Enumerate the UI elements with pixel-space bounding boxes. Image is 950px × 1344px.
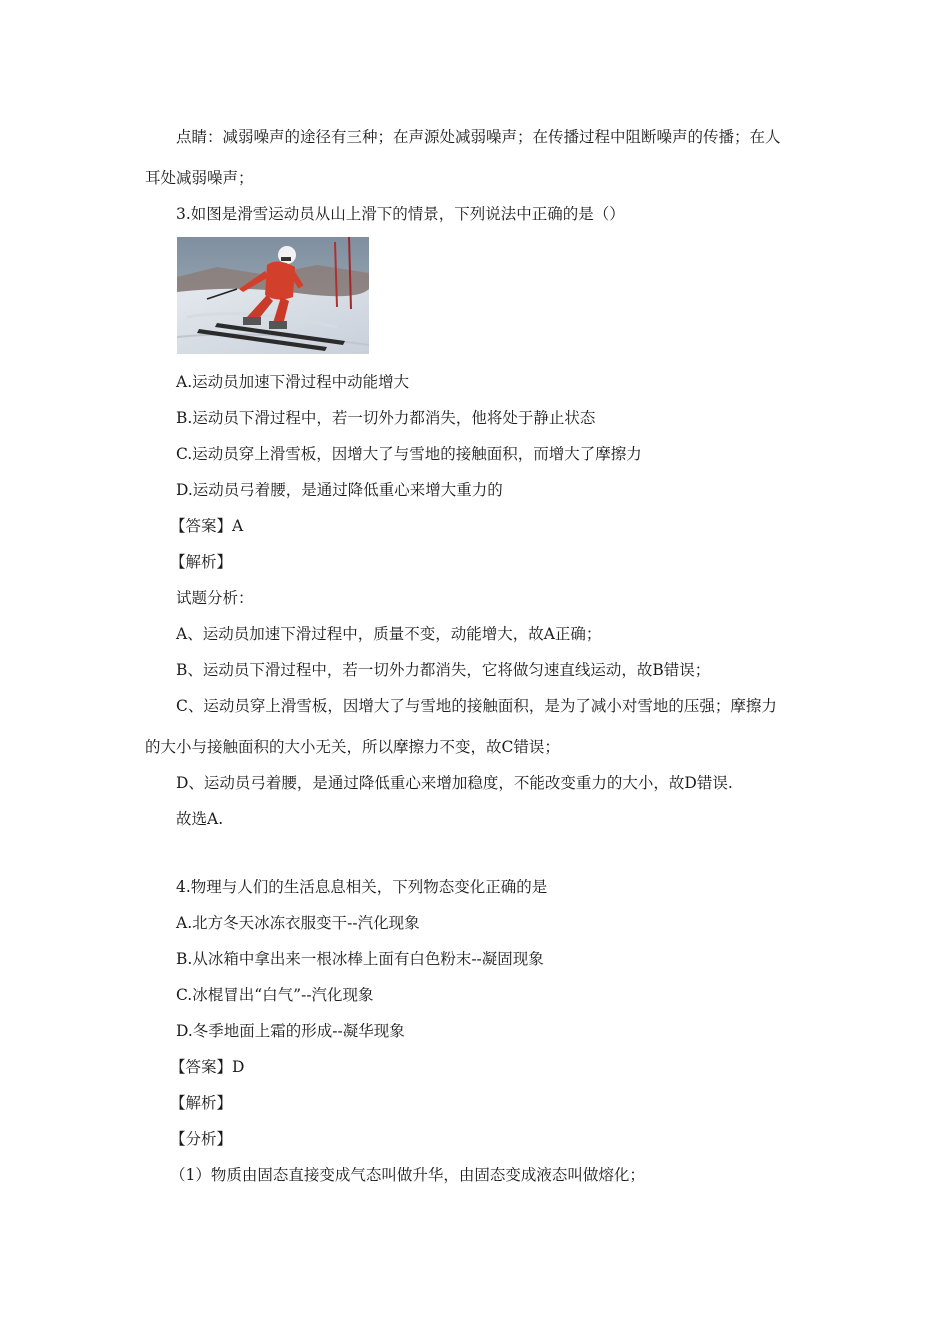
q4-option-c: C.冰棍冒出“白气”--汽化现象 — [176, 986, 374, 1004]
q2-tip-line-2: 耳处减弱噪声； — [145, 169, 254, 187]
q4-stem: 4.物理与人们的生活息息相关，下列物态变化正确的是 — [176, 878, 548, 896]
q4-fenxi-line-1: （1）物质由固态直接变成气态叫做升华，由固态变成液态叫做熔化； — [170, 1166, 645, 1184]
q4-fenxi-label: 【分析】 — [170, 1130, 233, 1148]
q4-option-a: A.北方冬天冰冻衣服变干--汽化现象 — [176, 914, 420, 932]
q4-answer: 【答案】D — [170, 1058, 245, 1076]
q4-analysis-label: 【解析】 — [170, 1094, 233, 1112]
q3-analysis-c-line1: C、运动员穿上滑雪板，因增大了与雪地的接触面积，是为了减小对雪地的压强；摩擦力 — [176, 697, 777, 715]
q3-analysis-c-line2: 的大小与接触面积的大小无关，所以摩擦力不变，故C错误； — [145, 738, 560, 756]
q4-option-b: B.从冰箱中拿出来一根冰棒上面有白色粉末--凝固现象 — [176, 950, 544, 968]
q3-option-c: C.运动员穿上滑雪板，因增大了与雪地的接触面积，而增大了摩擦力 — [176, 445, 642, 463]
skier-photo — [177, 237, 369, 354]
q3-stem: 3.如图是滑雪运动员从山上滑下的情景，下列说法中正确的是（） — [176, 205, 625, 223]
q3-analysis-b: B、运动员下滑过程中，若一切外力都消失，它将做匀速直线运动，故B错误； — [176, 661, 711, 679]
q3-conclusion: 故选A. — [176, 810, 224, 828]
q3-answer: 【答案】A — [170, 517, 244, 535]
q3-analysis-a: A、运动员加速下滑过程中，质量不变，动能增大，故A正确； — [176, 625, 602, 643]
q3-option-a: A.运动员加速下滑过程中动能增大 — [176, 373, 410, 391]
q3-option-d: D.运动员弓着腰，是通过降低重心来增大重力的 — [176, 481, 503, 499]
q3-analysis-label: 【解析】 — [170, 553, 233, 571]
q3-analysis-intro: 试题分析： — [176, 589, 254, 607]
q4-option-d: D.冬季地面上霜的形成--凝华现象 — [176, 1022, 405, 1040]
q3-option-b: B.运动员下滑过程中，若一切外力都消失，他将处于静止状态 — [176, 409, 596, 427]
q2-tip-line-1: 点睛：减弱噪声的途径有三种；在声源处减弱噪声；在传播过程中阻断噪声的传播；在人 — [176, 128, 781, 146]
q3-analysis-d: D、运动员弓着腰，是通过降低重心来增加稳度，不能改变重力的大小，故D错误. — [176, 774, 733, 792]
